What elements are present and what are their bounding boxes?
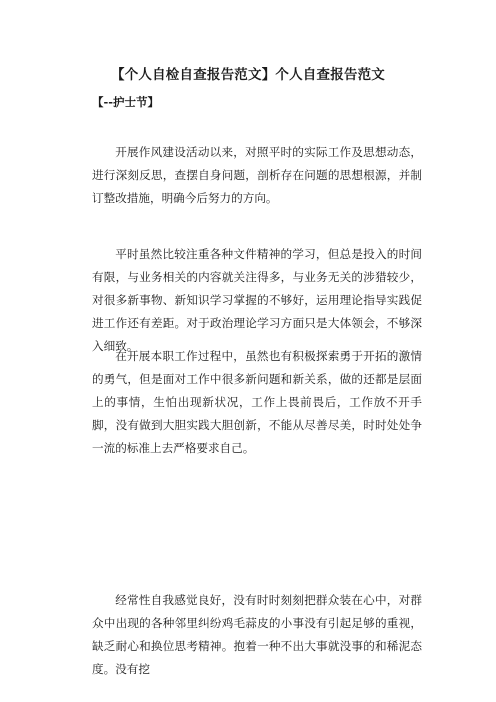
paragraph-4: 经常性自我感觉良好，没有时时刻刻把群众装在心中，对群众中出现的各种邻里纠纷鸡毛蒜皮的小事没有引起足够的重视，缺乏耐心和换位思考精神。抱着一种不出大事就没事的和稀泥态度。没有挖 xyxy=(92,593,422,676)
document-subtitle: 【--护士节】 xyxy=(92,95,160,109)
paragraph-1: 开展作风建设活动以来，对照平时的实际工作及思想动态，进行深刻反思，查摆自身问题，剖析存在问题的思想根源，并制订整改措施，明确今后努力的方向。 xyxy=(92,145,422,205)
paragraph-2: 平时虽然比较注重各种文件精神的学习，但总是投入的时间有限，与业务相关的内容就关注得多，与业务无关的涉猎较少，对很多新事物、新知识学习掌握的不够好，运用理论指导实践促进工作还有差距。对于政治理论学习方面只是大体领会，不够深入细致。 xyxy=(92,247,422,353)
document-title: 【个人自检自查报告范文】个人自查报告范文 xyxy=(111,67,385,83)
paragraph-3: 在开展本职工作过程中，虽然也有积极探索勇于开拓的激情的勇气，但是面对工作中很多新问题和新关系，做的还都是层面上的事情，生怕出现新状况，工作上畏前畏后，工作放不开手脚，没有做到大胆实践大胆创新，不能从尽善尽美，时时处处争一流的标准上去严格要求自己。 xyxy=(92,349,422,455)
